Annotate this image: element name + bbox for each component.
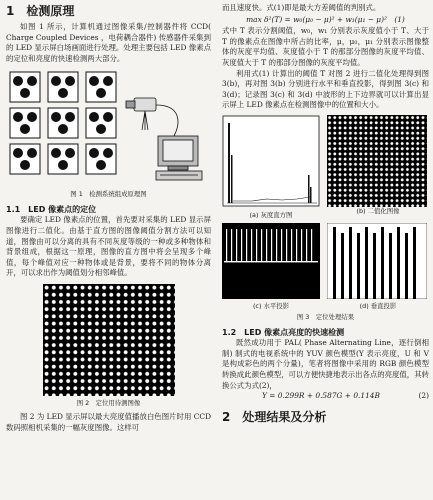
figure-1-caption: 图 1 检测系统组成原理图 [70, 190, 147, 199]
figure-3d-caption: (d) 垂直投影 [359, 302, 397, 311]
ccd-camera-icon [126, 98, 156, 130]
vertical-projection [327, 223, 427, 299]
section-2-heading: 2 处理结果及分析 [222, 409, 327, 424]
formula-2-number: (2) [418, 391, 429, 401]
system-diagram-svg [6, 68, 211, 188]
figure-3a-caption: (a) 灰度直方图 [249, 210, 293, 219]
cable-line [156, 105, 178, 136]
led-module-icon [10, 72, 40, 102]
computer-icon [156, 136, 202, 180]
figure-1-diagram [6, 68, 211, 188]
variance-intro: 而且速度快。式(1)即是最大方差阈值的判别式。 [222, 3, 381, 12]
threshold-paragraph: 要确定 LED 像素点的位置，首先要对采集的 LED 显示屏图像进行二值化。由基于直方图的图像阈值分割方法可以知道，图像由可以分离的具有不同灰度等级的一种或多种物体和背景组成，根据这一原理，图像的直方图中将会呈现多个峰值，每个峰值对应一种物体或是背景，要将不同的物体分离开，可以求出作为阈值划分相邻峰值。 [6, 215, 211, 278]
right-column [222, 0, 429, 428]
figure-3-caption: 图 3 定位处理结果 [296, 313, 355, 322]
section-1-2-heading: 1.2 LED 像素点亮度的快速检测 [222, 328, 345, 338]
formula-explanation: 式中 T 表示分割阈值，w₀，w₁ 分别表示灰度值小于 T、大于 T 的像素点在图像中所占的比率，μ，μ₀，μ₁ 分别表示图像整体的灰度平均值、灰度值小于 T 的那部分图像的灰度平均值、灰度值大于 T 的那部分图像的灰度平均值。 [222, 26, 429, 67]
grayscale-histogram [222, 115, 320, 207]
formula-1: max δ²(T) = w₀(μ₀ − μ)² + w₁(μ₁ − μ)² (1) [246, 14, 405, 24]
section-1-heading: 1 检测原理 [6, 4, 75, 18]
capture-paragraph: 图 2 为 LED 显示屏以最大亮度值播放白色图片时用 CCD 数码照相机采集的一幅灰度图像。这样可 [6, 411, 211, 432]
figure-2-caption: 图 2 定位用待测图像 [76, 398, 141, 407]
formula-2-body: Y = 0.299R + 0.587G + 0.114B [262, 391, 380, 401]
figure-3b-caption: (b) 二值化图像 [356, 206, 400, 215]
yuv-paragraph: 既然成功用于 PAL( Phase Alternating Line，逐行倒相制) 制式的电视系统中的 YUV 颜色模型(Y 表示亮度，U 和 V 是构成彩色的两个分量)，笔者将图像中采用的 RGB 颜色模型转换成此颜色模型，可以方便快捷地表示出各点的亮度值，其转换公式为式(2)， [222, 338, 429, 390]
section-1-1-heading: 1.1 LED 像素点的定位 [6, 205, 97, 215]
left-column [6, 0, 211, 433]
intro-paragraph: 如图 1 所示，计算机通过图像采集/控制器件将 CCD( Charge Coupled Devices ，电荷耦合器件) 传感器件采集到的 LED 显示屏白场画面进行处理。处理主要包括 LED 像素点的定位和亮度的快速检测两大部分。 [6, 22, 211, 63]
figure-3c-caption: (c) 水平投影 [252, 302, 290, 311]
binary-image [327, 115, 427, 207]
formula-2 [222, 391, 429, 402]
figure-2-test-image [43, 284, 175, 396]
binarization-paragraph: 利用式(1) 计算出的阈值 T 对图 2 进行二值化处理得到图 3(b)，再对图 3(b) 分别进行水平和垂直投影，得到图 3(c) 和 3(d)；记录图 3(c) 和 3(d) 中波形的上下边界就可以计算出显示屏上 LED 像素点在检测图像中的位置和大小。 [222, 68, 429, 110]
horizontal-projection [222, 223, 320, 299]
figure-3 [222, 115, 429, 321]
